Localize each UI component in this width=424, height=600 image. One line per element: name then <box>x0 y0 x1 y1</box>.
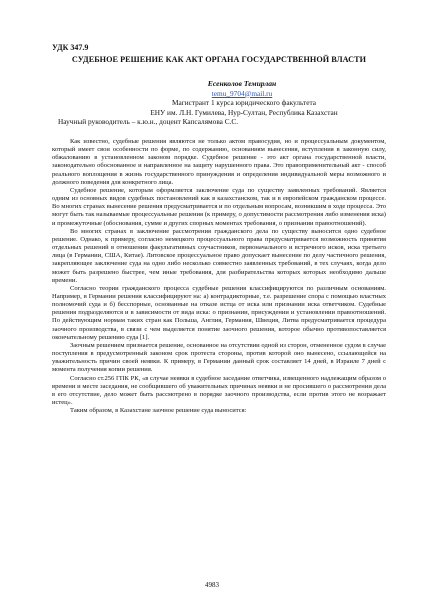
author-email-link[interactable]: temu_9704@mail.ru <box>211 88 273 98</box>
body-paragraph: Согласно ст.256 ГПК РК, «в случае неявки в судебное заседание ответчика, извещенного надлежащим образом о времени и месте заседания, не сообщившего об уважительных причинах неявки и не просившего о рассмотрении дела в его отсутствие, дело может быть рассмотрено в порядке заочного производства, если против этого не возражает истец». <box>52 374 386 406</box>
supervisor-line: Научный руководитель – к.ю.н., доцент Капсалямова С.С. <box>58 117 239 127</box>
page-number: 4983 <box>205 581 219 589</box>
body-paragraph: Таким образом, в Казахстане заочное решение суда выносится: <box>70 407 247 415</box>
body-paragraph: Согласно теории гражданского процесса судебные решения классифицируются по различным основаниям. Например, в Германии решения классифицируют на: а) контрадикторные, т.е. разрешение спора с помощью властных полномочий суда и б) бесспорные, основанные на отказе истца от иска или признании иска ответчиком. Судебные решения подразделяются и в зависимости от вида иска: о признании, присуждении и установлении правоотношений. По действующим нормам таких стран как Польша, Англия, Германия, Швеция, Литва предусматривается процедура заочного производства, в связи с чем выделяется понятие заочного решения, которое обычно противопоставляется окончательному решению суда [1]. <box>52 284 386 341</box>
body-paragraph: Во многих странах в заключение рассмотрения гражданского дела по существу выносится одно судебное решение. Однако, к примеру, согласно немецкого процессуального права предусматривается возможность принятия отдельных решений в отношении факультативных соучастников, первоначального и встречного исков, иска третьего лица (в Германии, США, Китае). Литовское процессуальное право допускает вынесение по делу частичного решения, закрепляющее заключение суда на одно либо несколько совместно заявленных требований, в тех случаях, когда дело может быть разрешено быстрее, чем иные требования, для разбирательства которых которых необходимо дальше времени. <box>52 227 386 284</box>
body-paragraph: Как известно, судебные решения являются не только актом правосудия, но и процессуальным документом, который имеет свои особенности по форме, по содержанию, основаниям вынесения, вступления в законную силу, обжалованию в установленном законом порядке. Судебное решение - это акт органа государственной власти, законодательно обоснованное и направленное на защиту нарушенного права. Это правоприменительный акт - способ реального воплощения в жизнь государственного принуждения и определения индивидуальной меры возможного и должного поведения для конкретного лица. <box>52 138 386 186</box>
author-name: Есенколов Темирлан <box>207 79 277 88</box>
article-title: СУДЕБНОЕ РЕШЕНИЕ КАК АКТ ОРГАНА ГОСУДАРСТВЕННОЙ ВЛАСТИ <box>71 55 367 64</box>
author-block <box>52 79 386 127</box>
author-university: ЕНУ им. Л.Н. Гумилева, Нур-Султан, Республика Казахстан <box>150 107 338 117</box>
body-paragraph: Судебное решение, которым оформляется заключение суда по существу заявленных требований. Является одним из основных видов судебных постановлений как в казахстанском, так и в европейском гражданском процессе. Во многих странах вынесение решения предусматривается и по отдельным вопросам, возникшим в ходе процесса. Это могут быть так называемые процессуальные решения (к примеру, о допустимости рассмотрения либо изменения иска) и промежуточные (обоснования, сумме и других спорных моментах требования, о признании правоотношений). <box>52 186 386 227</box>
article-body <box>52 138 386 415</box>
author-position: Магистрант 1 курса юридического факультета <box>172 98 316 108</box>
body-paragraph: Заочным решением признается решение, основанное на отсутствии одной из сторон, отмененное судом в случае поступления в предусмотренный законом срок протеста стороны, против которой оно вынесено, ссылающейся на уважительность причин своей неявки. К примеру, в Германии данный срок составляет 14 дней, в Израиле 7 дней с момента получения копии решения. <box>52 341 386 374</box>
udk-code: УДК 347.9 <box>52 43 89 52</box>
